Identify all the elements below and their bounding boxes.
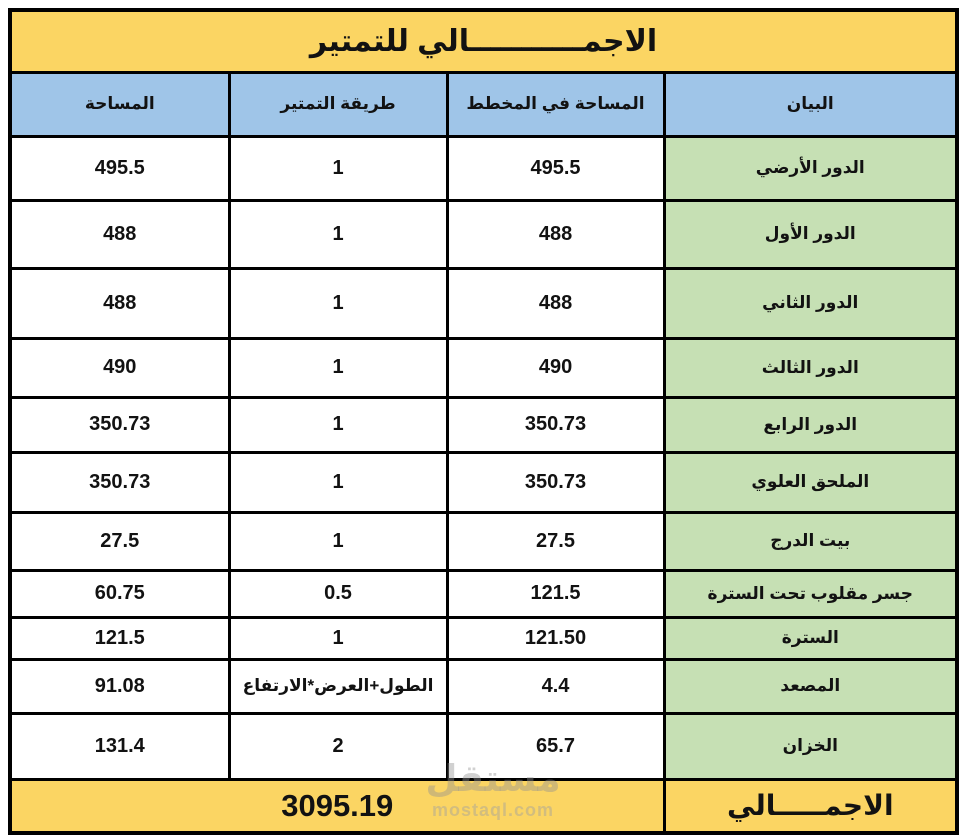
- footer-row: [10, 779, 957, 833]
- plan-area-cell: 488: [447, 268, 664, 338]
- plan-area-cell: 350.73: [447, 452, 664, 512]
- row-label: الملحق العلوي: [664, 452, 957, 512]
- row-label: الدور الثاني: [664, 268, 957, 338]
- header-row: [10, 72, 957, 136]
- row-label: الدور الرابع: [664, 397, 957, 452]
- area-cell: 350.73: [10, 452, 229, 512]
- plan-area-cell: 4.4: [447, 659, 664, 713]
- row-label: الدور الثالث: [664, 338, 957, 397]
- plan-area-cell: 495.5: [447, 136, 664, 200]
- header-area: المساحة: [10, 72, 229, 136]
- method-cell: 1: [229, 338, 447, 397]
- plan-area-cell: 350.73: [447, 397, 664, 452]
- area-cell: 490: [10, 338, 229, 397]
- method-cell: 1: [229, 397, 447, 452]
- table-row: [10, 512, 957, 570]
- area-cell: 60.75: [10, 570, 229, 617]
- table-row: [10, 452, 957, 512]
- table-row: [10, 200, 957, 268]
- table-row: [10, 268, 957, 338]
- area-cell: 488: [10, 268, 229, 338]
- row-label: الدور الأرضي: [664, 136, 957, 200]
- header-method: طريقة التمتير: [229, 72, 447, 136]
- table-row: [10, 713, 957, 779]
- row-label: بيت الدرج: [664, 512, 957, 570]
- totals-table: [8, 8, 959, 835]
- row-label: جسر مقلوب تحت السترة: [664, 570, 957, 617]
- table-row: [10, 617, 957, 659]
- header-plan-area: المساحة في المخطط: [447, 72, 664, 136]
- area-cell: 131.4: [10, 713, 229, 779]
- method-cell: 0.5: [229, 570, 447, 617]
- title-row: [10, 10, 957, 72]
- method-cell: 1: [229, 136, 447, 200]
- footer-label: الاجمـــــالي: [664, 779, 957, 833]
- table-row: [10, 659, 957, 713]
- row-label: السترة: [664, 617, 957, 659]
- plan-area-cell: 121.5: [447, 570, 664, 617]
- method-cell: 1: [229, 452, 447, 512]
- table-row: [10, 397, 957, 452]
- area-cell: 488: [10, 200, 229, 268]
- method-cell: 1: [229, 200, 447, 268]
- method-cell: 1: [229, 512, 447, 570]
- mostaql-domain: mostaql.com: [431, 800, 555, 820]
- table-row: [10, 136, 957, 200]
- plan-area-cell: 121.50: [447, 617, 664, 659]
- table-row: [10, 570, 957, 617]
- header-bayan: البيان: [664, 72, 957, 136]
- area-cell: 495.5: [10, 136, 229, 200]
- row-label: الخزان: [664, 713, 957, 779]
- plan-area-cell: 27.5: [447, 512, 664, 570]
- row-label: المصعد: [664, 659, 957, 713]
- area-cell: 91.08: [10, 659, 229, 713]
- plan-area-cell: 488: [447, 200, 664, 268]
- plan-area-cell: 490: [447, 338, 664, 397]
- method-cell: 1: [229, 617, 447, 659]
- method-cell: الطول+العرض*الارتفاع: [229, 659, 447, 713]
- area-cell: 350.73: [10, 397, 229, 452]
- method-cell: 2: [229, 713, 447, 779]
- footer-total: 3095.19: [10, 779, 664, 833]
- area-cell: 121.5: [10, 617, 229, 659]
- method-cell: 1: [229, 268, 447, 338]
- row-label: الدور الأول: [664, 200, 957, 268]
- table-row: [10, 338, 957, 397]
- table-title: الاجمـــــــــــالي للتمتير: [10, 10, 957, 72]
- mostaql-logo: مستقل: [425, 758, 561, 799]
- plan-area-cell: 65.7: [447, 713, 664, 779]
- area-cell: 27.5: [10, 512, 229, 570]
